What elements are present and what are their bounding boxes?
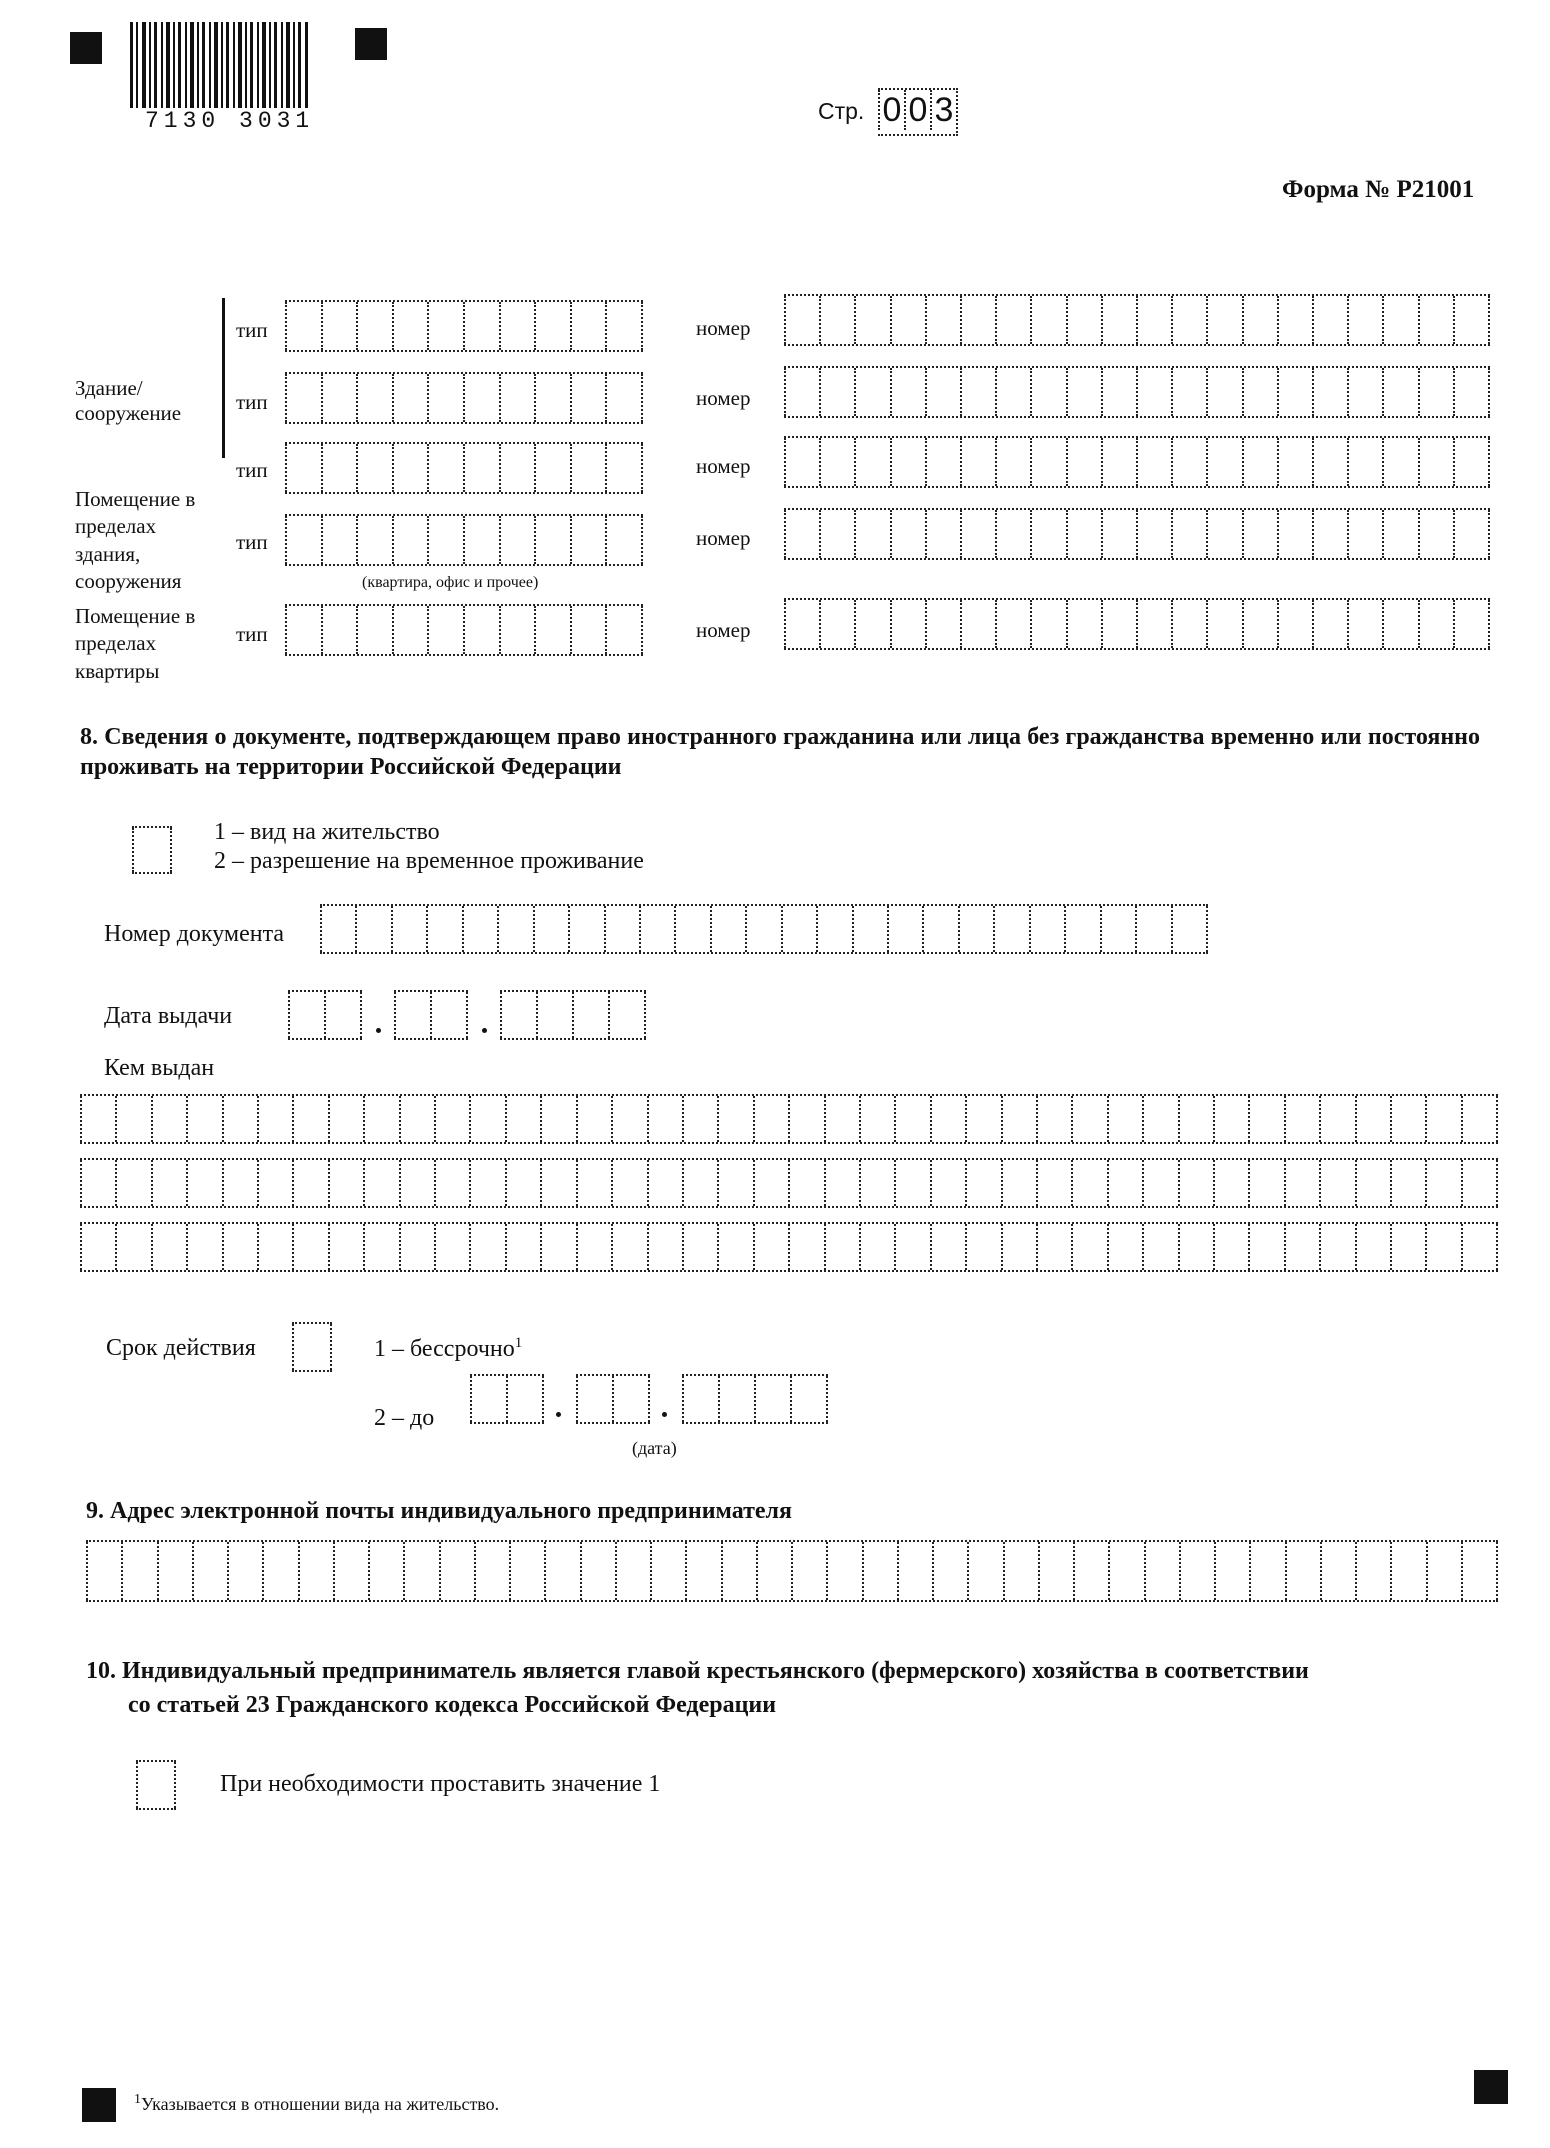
validity-label: Срок действия: [106, 1335, 256, 1361]
validity-option-1-text: 1 – бессрочно: [374, 1336, 515, 1362]
issued-by-line-3[interactable]: [80, 1222, 1498, 1272]
section-10-title-line-1: 10. Индивидуальный предприниматель является главой крестьянского (фермерского) хозяйства в соответствии: [86, 1658, 1309, 1684]
page-digit: 0: [904, 90, 930, 130]
page-label: Стр.: [818, 98, 865, 124]
type-label: тип: [236, 318, 268, 342]
building-number-3-field[interactable]: [784, 436, 1490, 488]
document-type-option-2: 2 – разрешение на временное проживание: [214, 848, 644, 874]
validity-option-2: 2 – до: [374, 1405, 435, 1431]
issue-date-day-field[interactable]: [288, 990, 362, 1040]
date-hint: (дата): [632, 1438, 677, 1458]
apartment-room-label: Помещение в пределах квартиры: [75, 604, 196, 683]
number-label: номер: [696, 316, 751, 340]
document-type-field[interactable]: [132, 826, 172, 874]
date-separator: [662, 1412, 667, 1417]
type-label: тип: [236, 390, 268, 414]
premises-type-field[interactable]: [285, 514, 643, 566]
issued-by-line-2[interactable]: [80, 1158, 1498, 1208]
registration-mark-top-right: [355, 28, 387, 60]
form-title: Форма № Р21001: [1282, 176, 1475, 203]
registration-mark-bottom-right: [1474, 2070, 1508, 2104]
page-digit: 3: [930, 90, 956, 130]
room-number-field[interactable]: [784, 598, 1490, 650]
number-label: номер: [696, 454, 751, 478]
email-field[interactable]: [86, 1540, 1498, 1602]
barcode-number: 7130 3031: [145, 108, 315, 134]
section-10-title-line-2: со статьей 23 Гражданского кодекса Российской Федерации: [128, 1692, 777, 1718]
type-label: тип: [236, 530, 268, 554]
section-10-hint: При необходимости проставить значение 1: [220, 1771, 661, 1797]
validity-day-field[interactable]: [470, 1374, 544, 1424]
issue-date-month-field[interactable]: [394, 990, 468, 1040]
section-8-title: 8. Сведения о документе, подтверждающем право иностранного гражданина или лица без гражданства временно или постоянно проживать на территории Российской Федерации: [80, 724, 1480, 780]
date-separator: [482, 1028, 487, 1033]
building-number-2-field[interactable]: [784, 366, 1490, 418]
section-9-title: 9. Адрес электронной почты индивидуального предпринимателя: [86, 1498, 792, 1524]
date-separator: [376, 1028, 381, 1033]
validity-choice-field[interactable]: [292, 1322, 332, 1372]
validity-option-1: [374, 1334, 522, 1364]
premises-hint: (квартира, офис и прочее): [362, 574, 539, 591]
barcode: [130, 22, 330, 112]
validity-month-field[interactable]: [576, 1374, 650, 1424]
footnote: [134, 2092, 499, 2115]
page-number: [878, 88, 958, 136]
issue-date-label: Дата выдачи: [104, 1003, 233, 1029]
type-label: тип: [236, 458, 268, 482]
document-type-option-1: 1 – вид на жительство: [214, 819, 440, 845]
building-bracket: [222, 298, 225, 458]
registration-mark-bottom-left: [82, 2088, 116, 2122]
premises-label: Помещение в пределах здания, сооружения: [75, 487, 196, 593]
premises-number-field[interactable]: [784, 508, 1490, 560]
building-label: Здание/ сооружение: [75, 376, 182, 426]
document-number-field[interactable]: [320, 904, 1208, 954]
document-number-label: Номер документа: [104, 921, 285, 947]
footnote-mark: 1: [134, 2092, 141, 2107]
peasant-farm-head-field[interactable]: [136, 1760, 176, 1810]
building-type-1-field[interactable]: [285, 300, 643, 352]
building-type-2-field[interactable]: [285, 372, 643, 424]
building-type-3-field[interactable]: [285, 442, 643, 494]
page-digit: 0: [878, 90, 904, 130]
room-type-field[interactable]: [285, 604, 643, 656]
validity-year-field[interactable]: [682, 1374, 828, 1424]
registration-mark-top-left: [70, 32, 102, 64]
issued-by-line-1[interactable]: [80, 1094, 1498, 1144]
date-separator: [556, 1412, 561, 1417]
footnote-text: Указывается в отношении вида на жительство.: [141, 2094, 500, 2114]
building-number-1-field[interactable]: [784, 294, 1490, 346]
number-label: номер: [696, 526, 751, 550]
issue-date-year-field[interactable]: [500, 990, 646, 1040]
footnote-mark: 1: [514, 1335, 523, 1351]
number-label: номер: [696, 618, 751, 642]
issued-by-label: Кем выдан: [104, 1055, 215, 1081]
type-label: тип: [236, 622, 268, 646]
number-label: номер: [696, 386, 751, 410]
